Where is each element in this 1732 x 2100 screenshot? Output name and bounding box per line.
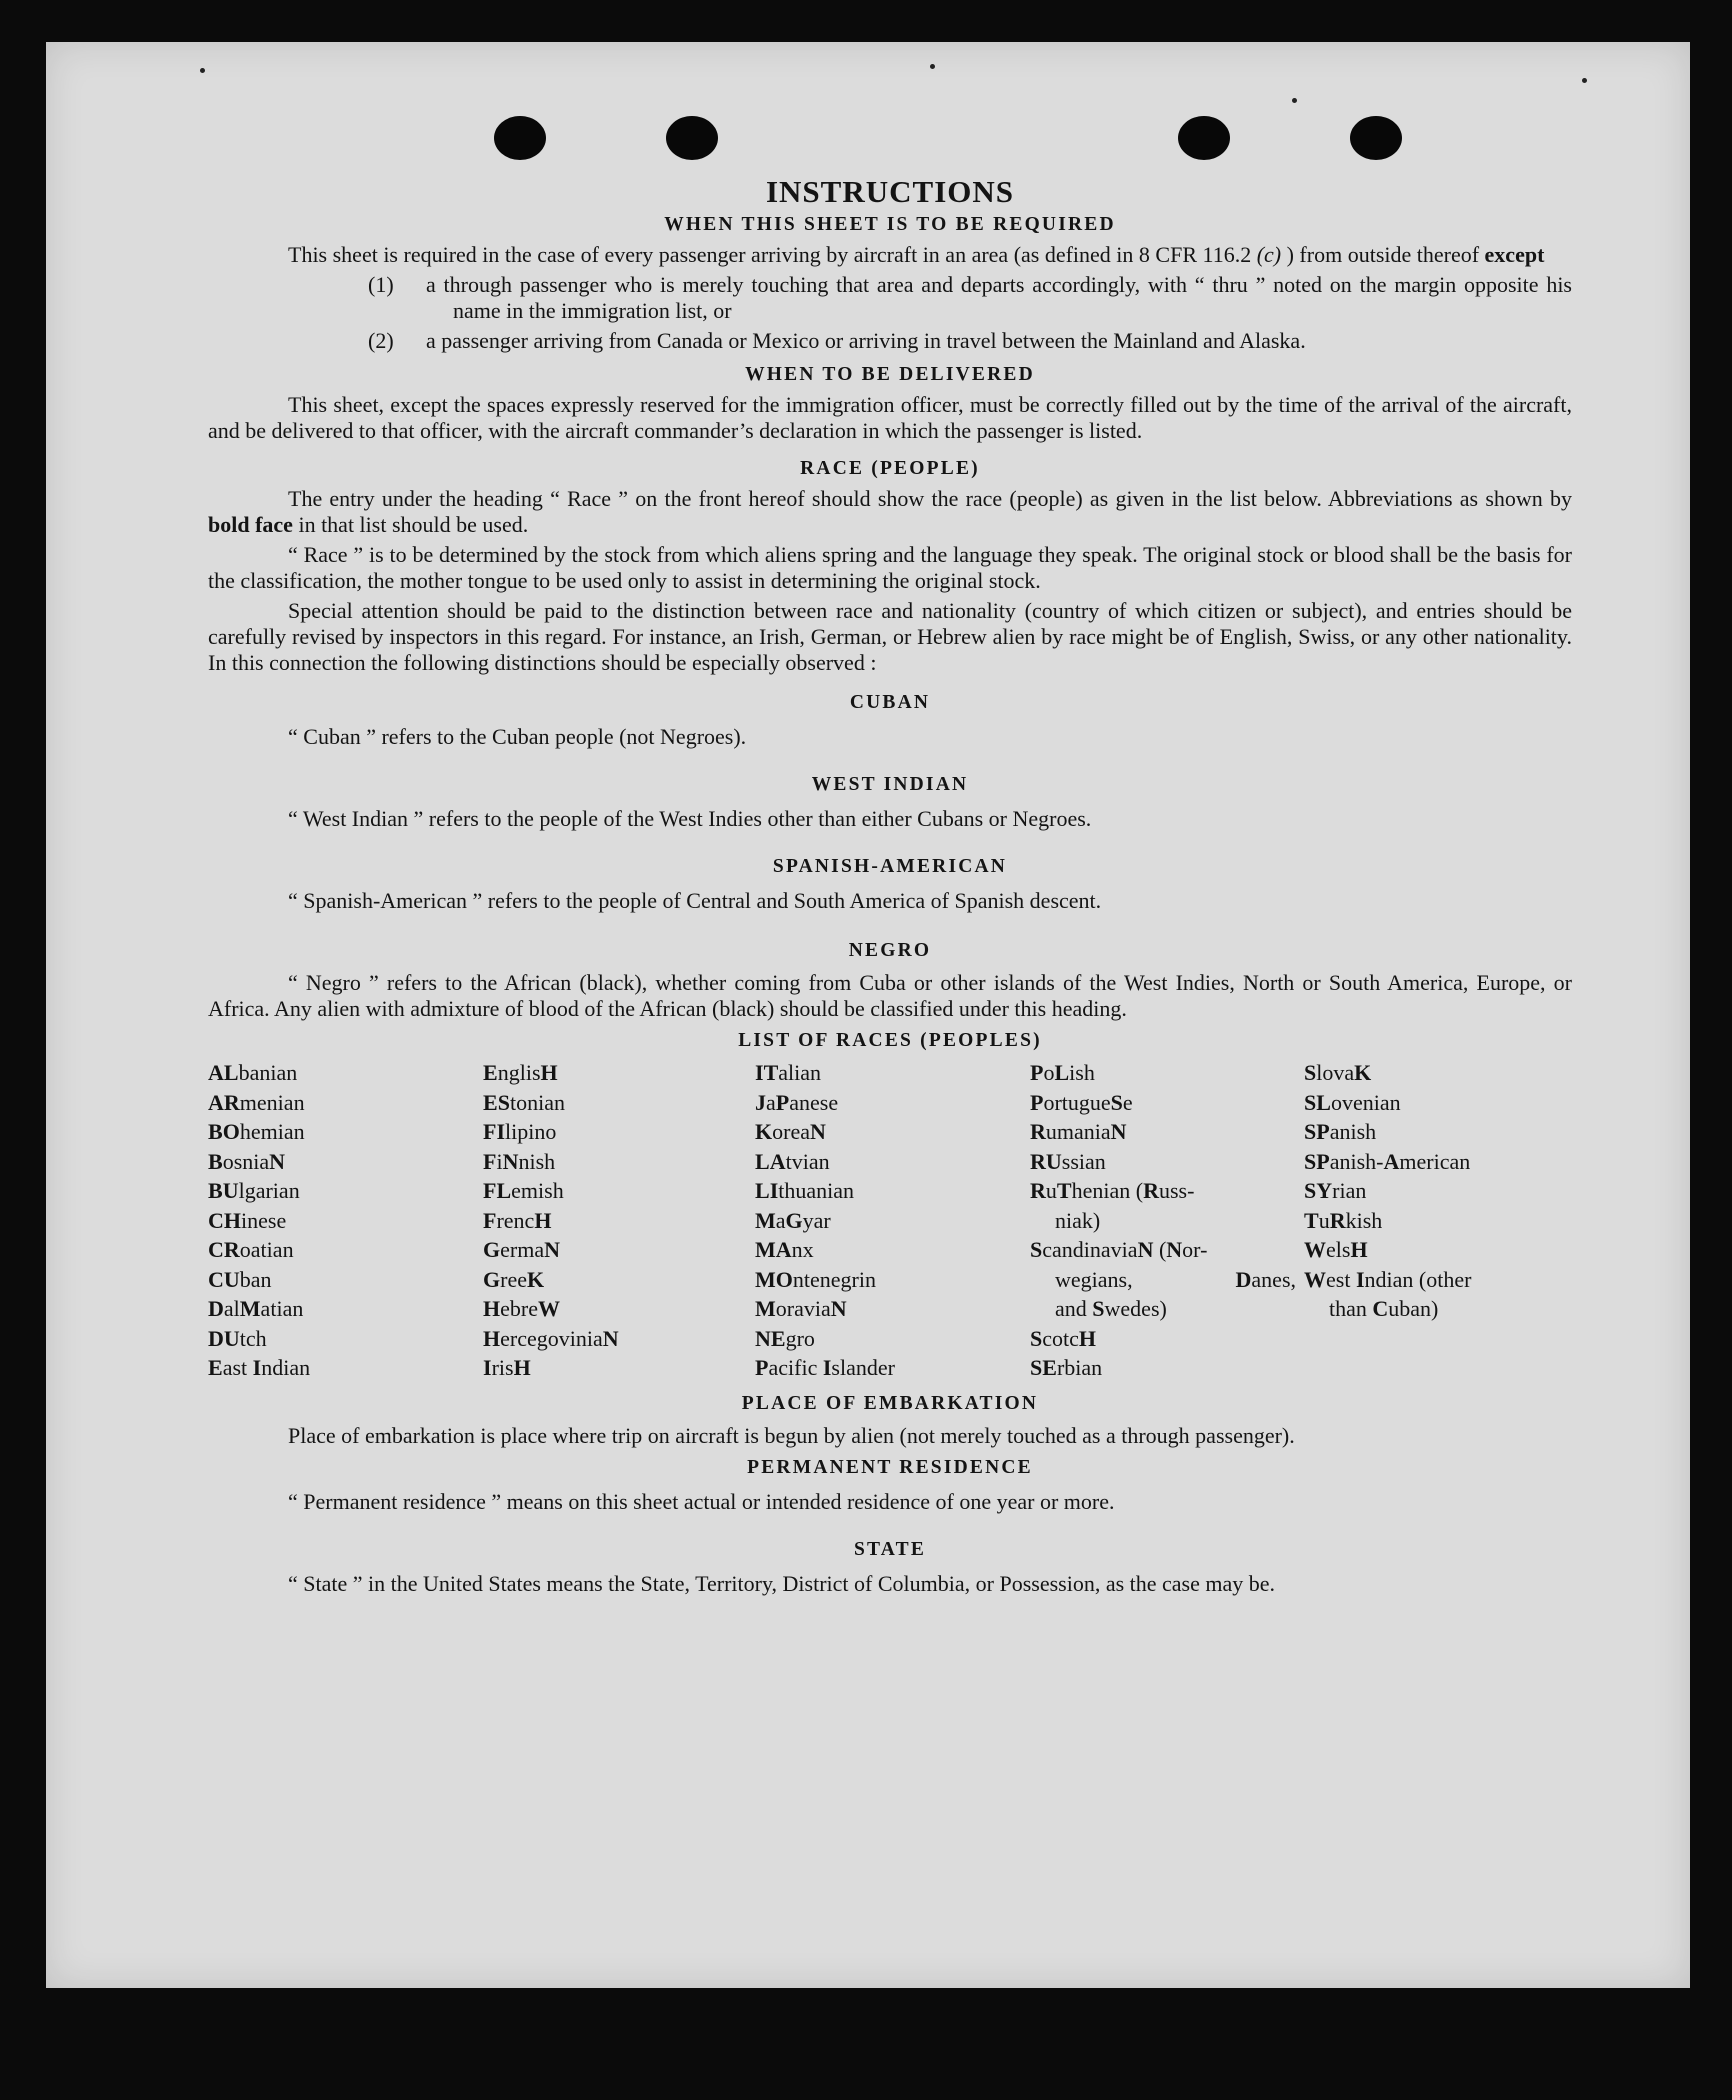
race-item: MaGyar [755, 1207, 831, 1233]
race-item: RumaniaN [1030, 1119, 1127, 1144]
races-list [208, 1058, 1572, 1383]
race-item: SLovenian [1304, 1089, 1401, 1115]
race-item: Pacific Islander [755, 1355, 895, 1380]
race-item: NEgro [755, 1325, 815, 1351]
race-item: SErbian [1030, 1355, 1103, 1380]
race-item: EnglisH [483, 1060, 558, 1085]
punch-hole [666, 116, 718, 160]
heading-spanish-american: SPANISH-AMERICAN [772, 856, 1008, 877]
race-item: CUban [208, 1266, 272, 1292]
race-item: JaPanese [755, 1089, 839, 1115]
page-title: INSTRUCTIONS [765, 174, 1014, 209]
race-item: ARmenian [208, 1089, 305, 1115]
race-item: KoreaN [755, 1119, 826, 1144]
paragraph-state: “ State ” in the United States means the State, Territory, District of Columbia, or Possession, as the case may be. [288, 1570, 1276, 1596]
race-item: MOntenegrin [755, 1266, 876, 1292]
race-item: RUssian [1030, 1148, 1106, 1174]
paragraph-spanish-american: “ Spanish-American ” refers to the people of Central and South America of Spanish descent. [288, 888, 1102, 913]
exception-item-1: (1) a through passenger who is merely touching that area and departs accordingly, with “ thru ” noted on the margin opposite his name in the immigration list, or [368, 272, 1572, 323]
race-item: HebreW [483, 1296, 560, 1321]
heading-when-required: WHEN THIS SHEET IS TO BE REQUIRED [664, 214, 1116, 235]
speck [1582, 78, 1587, 83]
heading-negro: NEGRO [848, 940, 932, 961]
race-item: PortugueSe [1030, 1089, 1133, 1115]
race-item: FIlipino [483, 1119, 557, 1144]
race-item-continued: niak) [1055, 1207, 1101, 1233]
race-item: SPanish-American [1304, 1148, 1471, 1174]
race-item: HercegoviniaN [483, 1325, 619, 1351]
race-item-continued: than Cuban) [1329, 1296, 1439, 1321]
race-item: PoLish [1030, 1060, 1095, 1085]
speck [200, 68, 205, 73]
race-item: FiNnish [483, 1148, 556, 1174]
punch-hole [1350, 116, 1402, 160]
race-item: BosniaN [208, 1148, 286, 1174]
race-item: EStonian [483, 1089, 565, 1115]
punch-hole [1178, 116, 1230, 160]
race-item: GermaN [483, 1237, 560, 1262]
heading-state: STATE [853, 1538, 927, 1560]
heading-race: RACE (PEOPLE) [800, 458, 980, 479]
exception-item-2: (2) a passenger arriving from Canada or Mexico or arriving in travel between the Mainland and Alaska. [368, 328, 1306, 353]
speck [1292, 98, 1297, 103]
punch-hole [494, 116, 546, 160]
race-item: LIthuanian [755, 1178, 855, 1203]
speck [930, 64, 935, 69]
instructions-content [208, 172, 1572, 1597]
races-column-3 [755, 1058, 1030, 1383]
races-column-4 [1030, 1058, 1304, 1383]
heading-cuban: CUBAN [849, 692, 931, 713]
paragraph-negro: “ Negro ” refers to the African (black), whether coming from Cuba or other islands of the West Indies, North or South America, Europe, or Africa. Any alien with admixture of blood of the African (black) should be classified under this heading. [208, 970, 1572, 1021]
race-item: DalMatian [208, 1296, 304, 1321]
race-item: East Indian [208, 1355, 311, 1380]
races-column-5 [1304, 1058, 1572, 1383]
race-item: SlovaK [1304, 1060, 1372, 1085]
race-item: ScandinaviaN (Nor- [1030, 1237, 1208, 1262]
race-item: CRoatian [208, 1237, 294, 1262]
races-column-1 [208, 1058, 483, 1383]
paragraph-permanent-residence: “ Permanent residence ” means on this sheet actual or intended residence of one year or more. [288, 1488, 1115, 1514]
race-item: BUlgarian [208, 1178, 300, 1203]
race-item: SYrian [1304, 1178, 1367, 1203]
paragraph-delivered: This sheet, except the spaces expressly reserved for the immigration officer, must be correctly filled out by the time of the arrival of the aircraft, and be delivered to that officer, with the aircraft commander’s declaration in which the passenger is listed. [208, 392, 1572, 443]
race-item: FLemish [483, 1178, 564, 1203]
race-item: SPanish [1304, 1119, 1377, 1144]
heading-permanent-residence: PERMANENT RESIDENCE [747, 1456, 1033, 1478]
heading-west-indian: WEST INDIAN [811, 774, 969, 795]
paragraph-west-indian: “ West Indian ” refers to the people of the West Indies other than either Cubans or Negroes. [288, 806, 1092, 831]
races-column-2 [483, 1058, 755, 1383]
race-item: CHinese [208, 1207, 287, 1233]
race-item: ALbanian [208, 1060, 298, 1085]
race-item-continued: and Swedes) [1055, 1296, 1167, 1321]
heading-when-delivered: WHEN TO BE DELIVERED [745, 364, 1035, 385]
paragraph-cuban: “ Cuban ” refers to the Cuban people (not Negroes). [288, 724, 747, 749]
race-item: LAtvian [755, 1148, 830, 1174]
race-item: ScotcH [1030, 1325, 1097, 1351]
race-item: BOhemian [208, 1119, 305, 1144]
race-item: ITalian [755, 1060, 822, 1085]
paragraph-race-2: “ Race ” is to be determined by the stock from which aliens spring and the language they speak. The original stock or blood shall be the basis for the classification, the mother tongue to be used only to assist in determining the original stock. [208, 542, 1572, 593]
race-item: FrencH [483, 1207, 552, 1233]
heading-embarkation: PLACE OF EMBARKATION [741, 1392, 1039, 1414]
race-item: RuThenian (Russ- [1030, 1178, 1195, 1203]
race-item: MoraviaN [755, 1296, 847, 1321]
paragraph-race-1: The entry under the heading “ Race ” on the front hereof should show the race (people) as given in the list below. Abbreviations as shown by bold face in that list should be used. [208, 486, 1572, 537]
race-item: WelsH [1304, 1237, 1368, 1262]
race-item: IrisH [483, 1355, 531, 1380]
document-sheet [46, 42, 1690, 1988]
race-item: GreeK [483, 1266, 545, 1292]
heading-list-of-races: LIST OF RACES (PEOPLES) [738, 1030, 1042, 1051]
race-item: TuRkish [1304, 1207, 1383, 1233]
race-item-continued: wegians, Danes, [1055, 1266, 1296, 1292]
paragraph-embarkation: Place of embarkation is place where trip on aircraft is begun by alien (not merely touched as a through passenger). [288, 1422, 1295, 1448]
race-item: West Indian (other [1304, 1266, 1472, 1292]
paragraph-race-3: Special attention should be paid to the distinction between race and nationality (country of which citizen or subject), and entries should be carefully revised by inspectors in this regard. For instance, an Irish, German, or Hebrew alien by race might be of English, Swiss, or any other nationality. In this connection the following distinctions should be especially observed : [208, 598, 1572, 675]
race-item: MAnx [755, 1237, 814, 1262]
race-item: DUtch [208, 1325, 267, 1351]
paragraph-required: This sheet is required in the case of every passenger arriving by aircraft in an area (as defined in 8 CFR 116.2 (c) ) from outside thereof except [288, 242, 1545, 267]
